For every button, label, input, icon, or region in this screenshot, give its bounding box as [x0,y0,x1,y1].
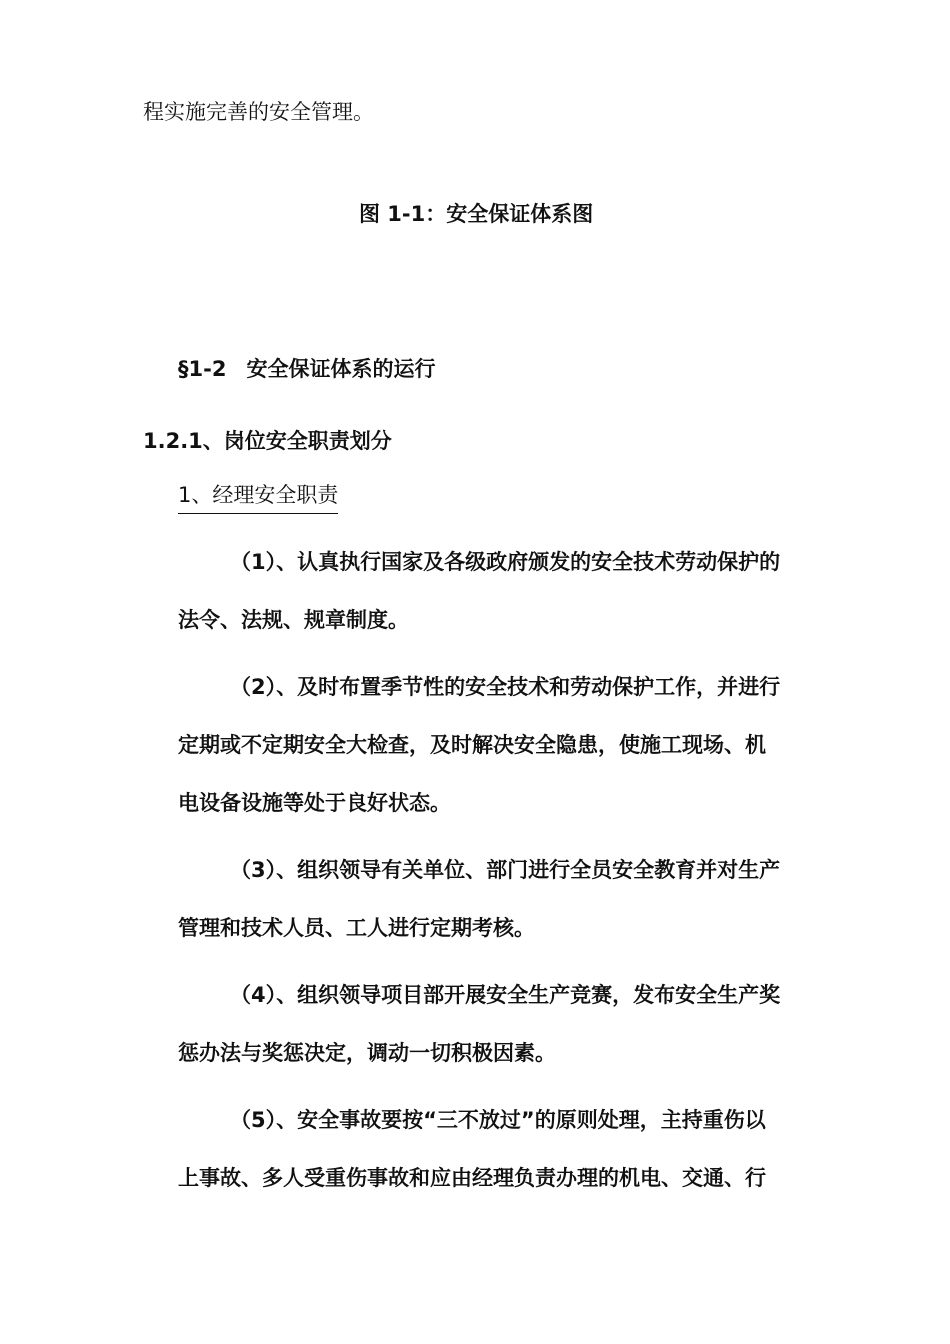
paragraph-5-line-2: 上事故、多人受重伤事故和应由经理负责办理的机电、交通、行 [178,1166,766,1190]
subsection-heading: 1.2.1、岗位安全职责划分 [143,429,392,453]
paragraph-2-line-3: 电设备设施等处于良好状态。 [178,791,451,815]
paragraph-4-line-2: 惩办法与奖惩决定，调动一切积极因素。 [178,1041,556,1065]
paragraph-3-line-1: （3）、组织领导有关单位、部门进行全员安全教育并对生产 [230,858,781,882]
section-heading [178,355,435,383]
section-number: §1-2 [178,357,227,381]
paragraph-3-line-2: 管理和技术人员、工人进行定期考核。 [178,916,535,940]
paragraph-5-line-1: （5）、安全事故要按“三不放过”的原则处理，主持重伤以 [230,1108,766,1132]
paragraph-2-line-2: 定期或不定期安全大检查，及时解决安全隐患，使施工现场、机 [178,733,766,757]
paragraph-1-line-2: 法令、法规、规章制度。 [178,608,409,632]
paragraph-2-line-1: （2）、及时布置季节性的安全技术和劳动保护工作，并进行 [230,675,781,699]
section-title: 安全保证体系的运行 [246,357,436,381]
role-heading: 1、经理安全职责 [178,481,338,514]
intro-text-tail: 程实施完善的安全管理。 [143,100,374,124]
figure-caption: 图 1-1：安全保证体系图 [359,202,594,226]
paragraph-1-line-1: （1）、认真执行国家及各级政府颁发的安全技术劳动保护的 [230,550,781,574]
paragraph-4-line-1: （4）、组织领导项目部开展安全生产竞赛，发布安全生产奖 [230,983,781,1007]
